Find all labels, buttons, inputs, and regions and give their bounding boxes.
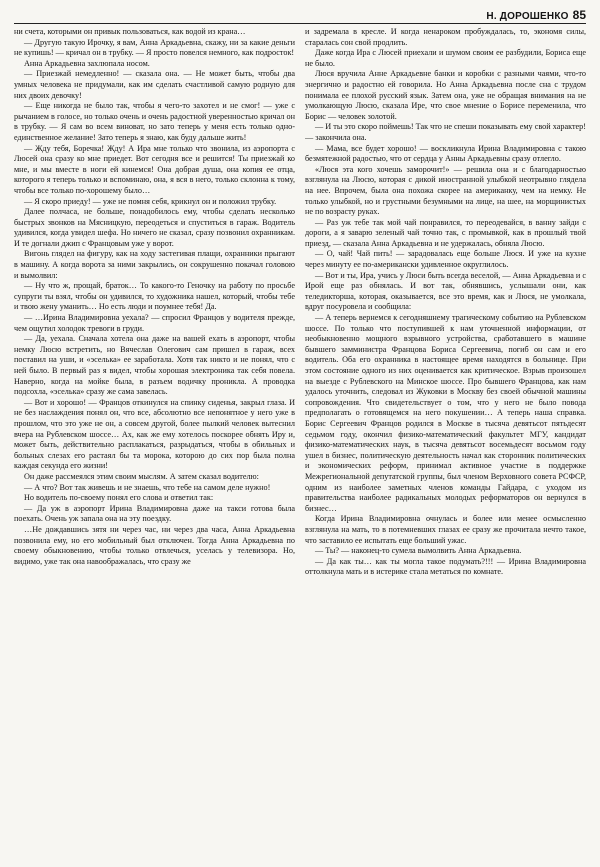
paragraph: — Да уж в аэропорт Ирина Владимировна даже на такси готова была поехать. Очень уж запала она на эту поездку.: [14, 503, 295, 524]
paragraph: — А теперь вернемся к сегодняшнему трагическому событию на Рублевском шоссе. По только что поступившей к нам уточненной информации, от необыкновенно мощного взрывного устройства, сработавшего в машине бывшего замминистра Францова Бориса Сергеевича, погиб он сам и его водитель. Оба его охранника в настоящее время находятся в больнице. При этом состояние одного из них оценивается как критическое. Взрыв произошел на выезде с Рублевского на Минское шоссе. Про бывшего Францова, как нам удалось уточнить, следовал из Жуковки в Москву без своей обычной машины сопровождения. Что свидетельствует о том, что у него не было повода предполагать о готовящемся на него покушении… А теперь наша справка. Борис Сергеевич Францов родился в Москве в тысяча девятьсот пятьдесят седьмом году, окончил физико-математический факультет МГУ, кандидат физико-математических наук, в тысяча девятьсот восемьдесят восьмом году ушел в бизнес, политическую деятельность начал как сторонник политических и экономических реформ, принимал активное участие в поддержке Межрегиональной депутатской группы, был членом Верховного совета РСФСР, одним из наиболее заметных членов команды Гайдара, с уходом из правительства наиболее радикальных молодых реформаторов он вернулся в бизнес…: [305, 313, 586, 513]
paragraph: Далее полчаса, не больше, понадобилось ему, чтобы сделать несколько быстрых звонков на Мясницкую, переодеться и спуститься в гараж. Водитель удивился, когда увидел шефа. Но ничего не сказал, сразу позвонил охранникам. И те догнали джип с Францовым уже у ворот.: [14, 207, 295, 248]
paragraph: — Ну что ж, прощай, браток… То какого-то Геночку на работу по просьбе супруги ты взял, чтобы он удивился, то художника нашел, который, чтобы тебе и твою жену уманить… Но есть люди и поумнее тебя! Да.: [14, 281, 295, 312]
left-column: [14, 27, 295, 862]
paragraph: — Приезжай немедленно! — сказала она. — Не может быть, чтобы два умных человека не придумали, как им сделать счастливой самую родную для них двоих девочку!: [14, 69, 295, 100]
page-number: 85: [572, 8, 586, 22]
paragraph: — …Ирина Владимировна уехала? — спросил Францов у водителя прежде, чем ощутил холодок тревоги в груди.: [14, 313, 295, 333]
paragraph: — О, чай! Чай пить! — зарадовалась еще больше Люся. И уже на кухне через минуту ее по-американски удивленное округлилось.: [305, 249, 586, 270]
paragraph: Когда Ирина Владимировна очнулась и более или менее осмысленно взглянула на мать, то в потемневших глазах ее сразу же прочитала нечто такое, что заставило ее испытать еще больший ужас.: [305, 514, 586, 545]
paragraph: — Вот и ты, Ира, учись у Люси быть всегда веселой, — Анна Аркадьевна и с Ирой еще раз обнялась. И вот так, обнявшись, услышали они, как теледикторша, которая, оказывается, все это время, как и Люся, не умолкала, вдруг посуровела и сообщила:: [305, 270, 586, 312]
paragraph: Он даже рассмеялся этим своим мыслям. А затем сказал водителю:: [24, 471, 259, 481]
paragraph: ни счета, которыми он привык пользоваться, как водой из крана…: [14, 27, 246, 36]
paragraph: — Я скоро приеду! — уже не помня себя, крикнул он и положил трубку.: [24, 196, 277, 206]
running-author: Н. ДОРОШЕНКО: [486, 11, 569, 22]
paragraph: «Люся эта кого хочешь заморочит!» — решила она и с благодарностью взглянула на Люсю, которая с дикой иностранной улыбкой неотрывно глядела на нее. Впрочем, была она похожа скорее на американку, чем на немку. Не только улыбкой, но и грустными безумными на лице, на шее, на морщинистых не по возрасту руках.: [305, 164, 586, 217]
paragraph: — Да как ты… как ты могла такое подумать?!!! — Ирина Владимировна оттолкнула мать и в истерике стала метаться по комнате.: [305, 556, 586, 577]
paragraph: — Ты? — наконец-то сумела вымолвить Анна Аркадьевна.: [315, 546, 522, 556]
paragraph: …Не дождавшись зятя ни через час, ни через два часа, Анна Аркадьевна позвонила ему, но его мобильный был отключен. Тогда Анна Аркадьевна по своему обыкновению, чтобы только отвлечься, уселась у телевизора. Но, видимо, уже так она навоображалась, что сразу же: [14, 524, 295, 566]
paragraph: и задремала в кресле. И когда ненароком пробуждалась, то, экономя силы, старалась сон свой продлить.: [305, 27, 586, 47]
paragraph: — И ты это скоро поймешь! Так что не спеши показывать ему свой характер! — закончила она.: [305, 122, 586, 142]
paragraph: Даже когда Ира с Люсей приехали и шумом своим ее разбудили, Бориса еще не было.: [305, 48, 586, 68]
paragraph: — Вот и хорошо! — Францов откинулся на спинку сиденья, закрыл глаза. И не без наслаждения понял он, что все, абсолютно все непонятное у него уже в прошлом, что это уже не он, а совсем другой, более пылкий человек вытеснил вчера на Рублевском шоссе… Ах, как же ему хотелось поскорее обнять Иру и, может быть, действительно расплакаться, разрыдаться, чтобы в обильных и больных слезах его растаял бы та морока, которою до сих пор была полна каждая секунда его жизни!: [14, 397, 295, 471]
paragraph: Вигонь глядел на фигуру, как на ходу застегивая плащи, охранники прыгают в машину. А когда ворота за ними закрылись, он сокрушенно покачал головою и вымолвил:: [14, 249, 295, 280]
paragraph: — Да, уехала. Сначала хотела она даже на вашей ехать в аэропорт, чтобы немку Люсю встретить, но Вячеслав Олегович сам пришел в гараж, всех поставил на уши, и «эселька» ее заработала. Хотя так никто и не понял, что с ней было. В первый раз я видел, чтобы хорошая электроника так себя повела. Наверно, когда на мойке была, в разъем водичку проникла. А проводка подсохла, «эселька» сразу же сама завелась.: [14, 334, 295, 397]
paragraph: Люся вручила Анне Аркадьевне банки и коробки с разными чаями, что-то энергично и радостно ей говорила. Но Анна Аркадьевна после сна с трудом понимала ее плохой русский язык. Затем она, уже не обращая внимания на не умолкающую Люсю, сказала Ире, что свое мнение о Борисе переменила, что Борис — человек золотой.: [305, 69, 586, 121]
paragraph: Но водитель по-своему понял его слова и ответил так:: [24, 493, 214, 503]
paragraph: Анна Аркадьевна захлюпала носом.: [24, 58, 150, 68]
paragraph: — Раз уж тебе так мой чай понравился, то переодевайся, в ванну зайди с дороги, а я заварю зеленый чай точно так, с промывкой, как в прошлый твой приезд, — сказала Анна Аркадьевна и не удержалась, обняла Люсю.: [305, 217, 586, 248]
paragraph: — Другую такую Ирочку, я вам, Анна Аркадьевна, скажу, ни за какие деньги не купишь! — кричал он в трубку. — Я просто повелся немного, как подросток!: [14, 37, 295, 58]
right-column: [305, 27, 586, 862]
paragraph: — Мама, все будет хорошо! — воскликнула Ирина Владимировна с такою безмятежной радостью, что от сердца у Анны Аркадьевны сразу отлегло.: [305, 143, 586, 164]
text-columns: [14, 27, 586, 862]
paragraph: — А что? Вот так живешь и не знаешь, что тебе на самом деле нужно!: [24, 482, 271, 492]
running-header: [14, 6, 586, 24]
paragraph: — Жду тебя, Боречка! Жду! А Ира мне только что звонила, из аэропорта с Люсей она сразу ко мне приедет. Вот сегодня все и решится! Ты приезжай ко мне, и мы вместе в ноги ей кинемся! Она добрая душа, она копия ее отца, которого я теперь только и вспоминаю, она, я вся в него, только склонна к тому, чтобы все только по-хорошему было…: [14, 143, 295, 195]
paragraph: — Еще никогда не было так, чтобы я чего-то захотел и не смог! — уже с рычанием в голосе, но только очень и очень радостной уверенностью кричал он в трубку. — Я сам во всем виноват, но зато теперь у меня есть только одно-единственное желание! Зато теперь я знаю, как буду дальше жить!: [14, 101, 295, 142]
